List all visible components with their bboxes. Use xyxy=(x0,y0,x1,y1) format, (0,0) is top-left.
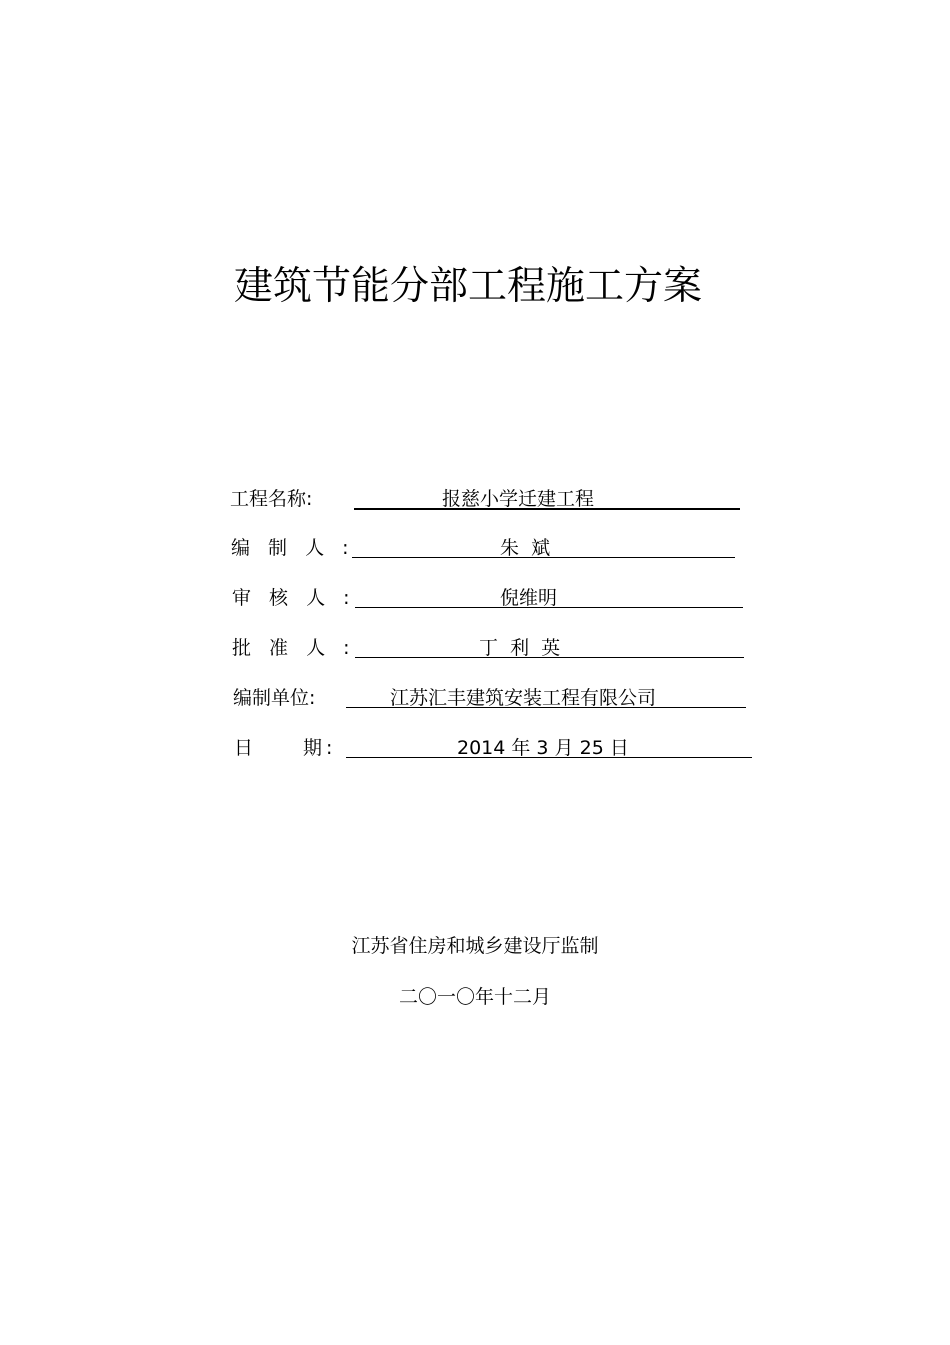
field-value: 报慈小学迁建工程 xyxy=(442,488,595,510)
field-underline xyxy=(346,757,752,758)
field-underline xyxy=(352,557,735,558)
field-label: 编 制 人 : xyxy=(231,537,355,559)
field-value: 江苏汇丰建筑安装工程有限公司 xyxy=(390,687,657,709)
field-value: 朱 斌 xyxy=(500,537,551,559)
field-label: 批 准 人 : xyxy=(232,637,356,659)
field-underline xyxy=(346,707,746,708)
field-label: 编制单位: xyxy=(233,687,316,709)
field-label: 工程名称: xyxy=(230,488,313,510)
field-value: 丁 利 英 xyxy=(479,637,561,659)
field-value: 2014 年 3 月 25 日 xyxy=(457,737,629,759)
issue-date-line: 二〇一〇年十二月 xyxy=(398,986,551,1008)
field-underline xyxy=(355,607,743,608)
issuer-line: 江苏省住房和城乡建设厅监制 xyxy=(351,935,599,957)
field-label: 日 期: xyxy=(234,737,337,759)
field-underline xyxy=(354,508,740,510)
field-label: 审 核 人 : xyxy=(232,587,356,609)
field-value: 倪维明 xyxy=(500,587,558,609)
document-title: 建筑节能分部工程施工方案 xyxy=(233,264,702,309)
field-underline xyxy=(355,657,744,658)
